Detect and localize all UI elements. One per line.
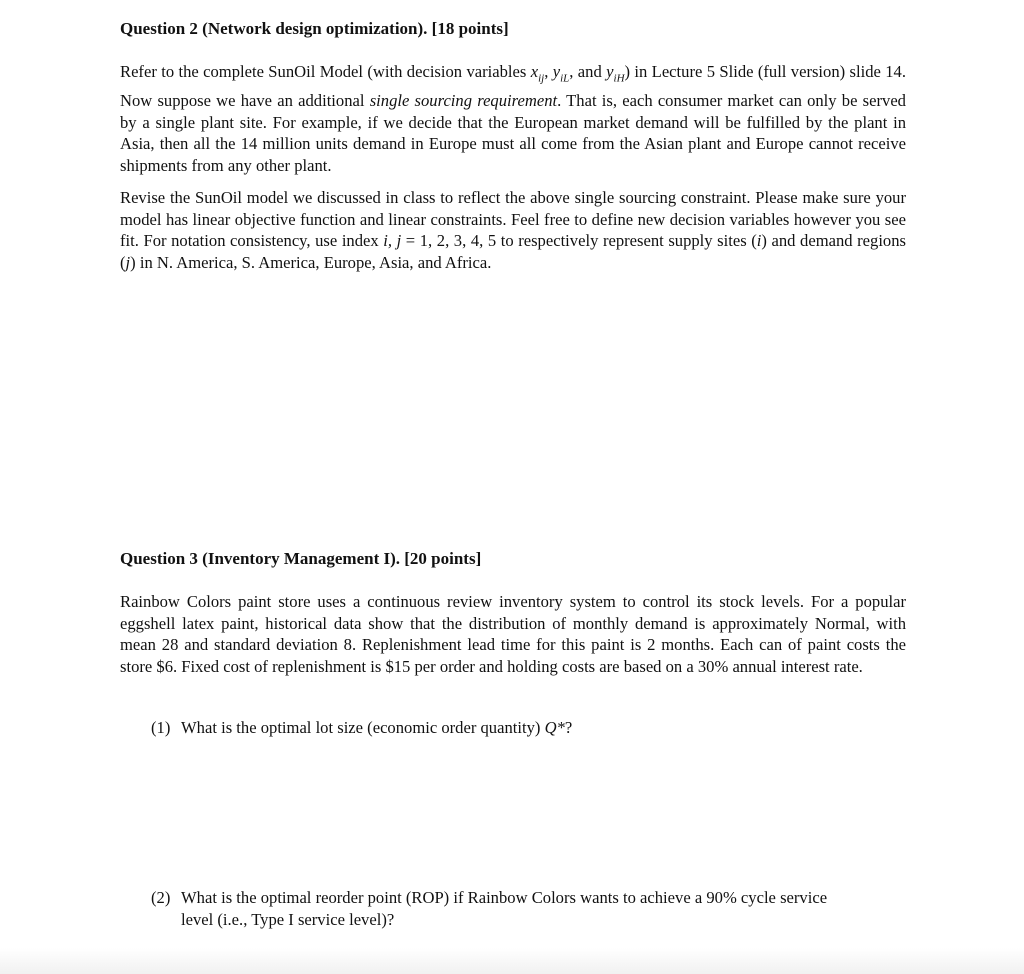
text-segment: , [544,62,553,81]
text-segment: level (i.e., Type I service level)? [181,909,395,929]
index-j: j [125,252,131,272]
page-bottom-edge [0,948,1024,974]
text-segment: ? [564,718,573,737]
question-2-heading: Question 2 (Network design optimization). [18 points] [120,19,509,38]
text-segment: What is the optimal lot size (economic order quantity) [181,718,545,737]
sub-question-number: (2) [151,888,171,907]
question-2-paragraph-2 [120,187,906,273]
text-segment: ) in Lecture 5 Slide (full version) [624,62,846,81]
sub-question-number: (1) [151,718,171,737]
text-segment: What is the optimal reorder point (ROP) if Rainbow Colors wants to achieve a 90% cycle service [181,888,828,907]
text-segment: , and [569,62,607,81]
text-segment: can only be served by a single plant site. For example, if we decide that the European market demand will be fulfilled by the plant in Asia, then all the 14 million units demand in Europe must all come from the Asian plant and Europe cannot receive shipments from any other plant. [120,90,906,175]
variable-x: x [530,62,539,81]
emphasis-single-sourcing: single sourcing requirement [369,90,558,110]
sub-question-2 [151,887,911,930]
question-2-paragraph-1 [120,61,906,176]
text-segment: . That is, each consumer market [557,90,774,110]
text-segment: Revise the SunOil model we discussed in class to reflect the above single sourcing constraint. Please make sure your model has linear objective function and linear constraints. Feel free to define new decision variables however you see fit. For notation consistency, use index [120,188,906,251]
question-3-heading: Question 3 (Inventory Management I). [20 points] [120,549,482,568]
subscript-il: iL [560,72,570,85]
text-segment: Refer to the complete SunOil Model (with decision variables [120,62,531,81]
variable-y: y [552,62,561,81]
subscript-ih: iH [613,72,625,85]
subscript-ij: ij [538,72,545,85]
index-i: i [756,231,762,251]
question-3-paragraph: Rainbow Colors paint store uses a continuous review inventory system to control its stock levels. For a popular eggshell latex paint, historical data show that the distribution of monthly demand is approximately Normal, with mean 28 and standard deviation 8. Replenishment lead time for this paint is 2 months. Each can of paint costs the store $6. Fixed cost of replenishment is $15 per order and holding costs are based on a 30% annual interest rate. [120,592,906,676]
sub-question-1 [151,717,911,739]
text-segment: slide 14. Now suppose we have an additional [120,62,906,110]
variable-y: y [606,62,614,81]
index-ij: i, j [383,231,402,251]
text-segment: = 1, 2, 3, 4, 5 to respectively represent supply sites ( [401,231,757,251]
text-segment: ) and demand regions ( [120,231,906,272]
text-segment: ) in N. America, S. America, Europe, Asia, and Africa. [130,252,492,272]
variable-q-star: Q* [544,718,565,737]
